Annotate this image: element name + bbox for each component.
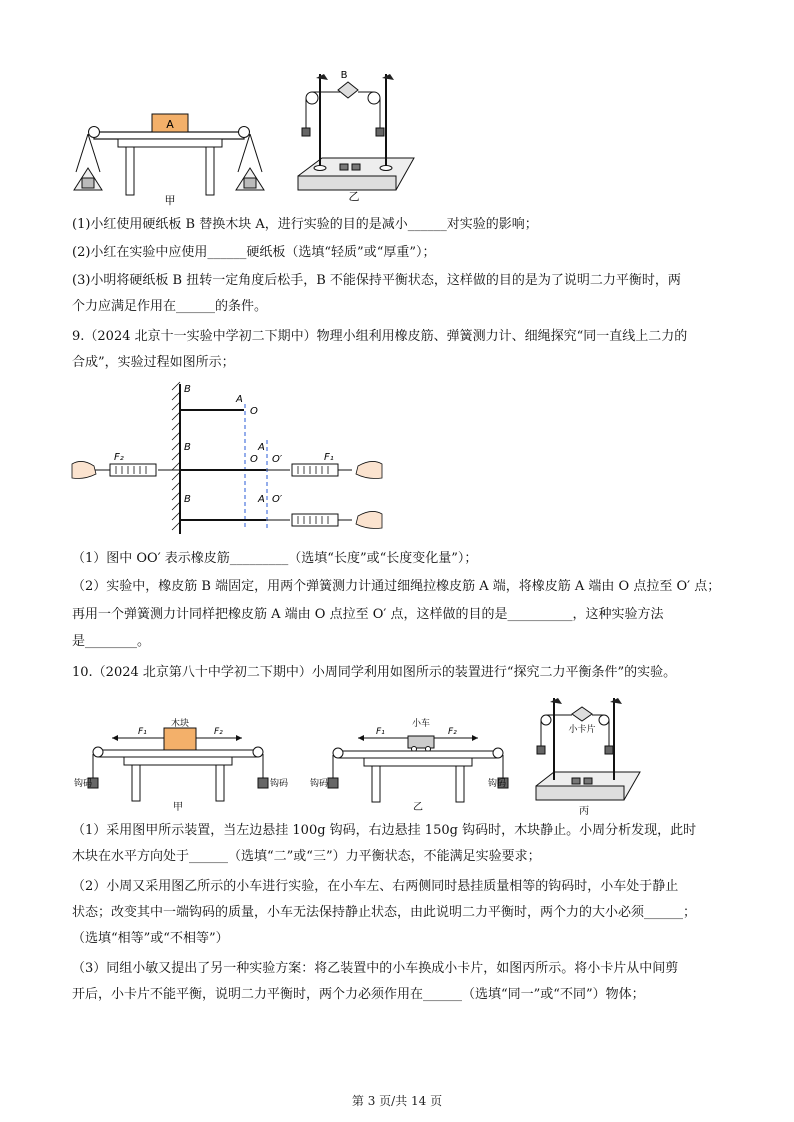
block-a-label: A (166, 118, 174, 131)
figure-10-jia (74, 714, 289, 813)
fig9-o2: O (250, 454, 258, 465)
q10-item2-line1: （2）小周又采用图乙所示的小车进行实验，在小车左、右两侧同时悬挂质量相等的钩码时，小车处于静止 (72, 879, 679, 894)
fig9-o1: O (250, 406, 258, 417)
fig10-f1-yi: F₁ (376, 727, 385, 737)
fig10-weight-left-yi: 钩码 (310, 779, 329, 789)
fig10-car-label: 小车 (411, 719, 431, 729)
figure-10-bing (532, 692, 644, 816)
fig10-weight-right-yi: 钩码 (488, 779, 507, 789)
fig9-o3p: O′ (272, 494, 283, 505)
q10-item1-line1: （1）采用图甲所示装置，当左边悬挂 100g 钩码，右边悬挂 150g 钩码时，木块静止。小周分析发现，此时 (72, 823, 697, 838)
fig9-b2: B (184, 442, 191, 453)
fig10-weight-left-jia: 钩码 (74, 779, 93, 789)
fig10-f2-jia: F₂ (214, 727, 223, 737)
q9-heading-line1: 9.（2024 北京十一实验中学初二下期中）物理小组利用橡皮筋、弹簧测力计、细绳探究“同一直线上二力的 (72, 329, 688, 344)
figure-8-jia (66, 104, 276, 207)
fig10-weight-right-jia: 钩码 (270, 779, 289, 789)
fig9-o2p: O′ (272, 454, 283, 465)
fig9-f2: F₂ (114, 452, 124, 463)
q8-item1: (1)小红使用硬纸板 B 替换木块 A，进行实验的目的是减小______对实验的影响； (72, 217, 538, 232)
fig9-b1: B (184, 384, 191, 395)
fig9-b3: B (184, 494, 191, 505)
q10-item1-line2: 木块在水平方向处于______（选填“二”或“三”）力平衡状态，不能满足实验要求； (72, 849, 541, 864)
q9-item2-line3: 是________。 (72, 634, 151, 649)
q9-item2-line2: 再用一个弹簧测力计同样把橡皮筋 A 端由 O 点拉至 O′ 点，这样做的目的是__________，这种实验方法 (72, 607, 664, 622)
q8-item3-line1: (3)小明将硬纸板 B 扭转一定角度后松手，B 不能保持平衡状态，这样做的目的是为了说明二力平衡时，两 (72, 273, 681, 288)
figure-8-yi (292, 66, 420, 203)
q10-item2-line3: （选填“相等”或“不相等”） (72, 931, 229, 946)
figure-10-yi (310, 714, 518, 813)
fig10-f2-yi: F₂ (448, 727, 457, 737)
fig10-block-label: 木块 (170, 719, 190, 729)
fig9-a2: A (258, 442, 265, 453)
fig10-label-yi: 乙 (413, 802, 423, 813)
fig10-f1-jia: F₁ (138, 727, 147, 737)
fig9-f1: F₁ (324, 452, 334, 463)
fig9-a3: A (258, 494, 265, 505)
q9-item1: （1）图中 OO′ 表示橡皮筋_________（选填“长度”或“长度变化量”）； (72, 551, 478, 566)
label-yi: 乙 (348, 190, 360, 203)
q10-heading: 10.（2024 北京第八十中学初二下期中）小周同学利用如图所示的装置进行“探究二力平衡条件”的实验。 (72, 665, 677, 680)
q10-item3-line2: 开后，小卡片不能平衡，说明二力平衡时，两个力必须作用在______（选填“同一”或“不同”）物体； (72, 987, 645, 1002)
board-b-label: B (340, 70, 348, 81)
q9-item2-line1: （2）实验中，橡皮筋 B 端固定，用两个弹簧测力计通过细绳拉橡皮筋 A 端，将橡皮筋 A 端由 O 点拉至 O′ 点； (72, 579, 721, 594)
fig9-a1: A (236, 394, 243, 405)
q9-heading-line2: 合成”，实验过程如图所示； (72, 355, 235, 370)
figure-9 (72, 380, 382, 536)
q8-item3-line2: 个力应满足作用在______的条件。 (72, 299, 268, 314)
label-jia: 甲 (164, 194, 176, 207)
q10-item2-line2: 状态；改变其中一端钩码的质量，小车无法保持静止状态，由此说明二力平衡时，两个力的大小必须______； (72, 905, 697, 920)
fig10-card-label: 小卡片 (568, 725, 596, 735)
fig10-label-jia: 甲 (173, 802, 183, 813)
fig10-label-bing: 丙 (579, 806, 589, 817)
q8-item2: (2)小红在实验中应使用______硬纸板（选填“轻质”或“厚重”）； (72, 245, 436, 260)
page-footer: 第 3 页/共 14 页 (351, 1094, 443, 1108)
q10-item3-line1: （3）同组小敏又提出了另一种实验方案：将乙装置中的小车换成小卡片，如图丙所示。将小卡片从中间剪 (72, 961, 679, 976)
